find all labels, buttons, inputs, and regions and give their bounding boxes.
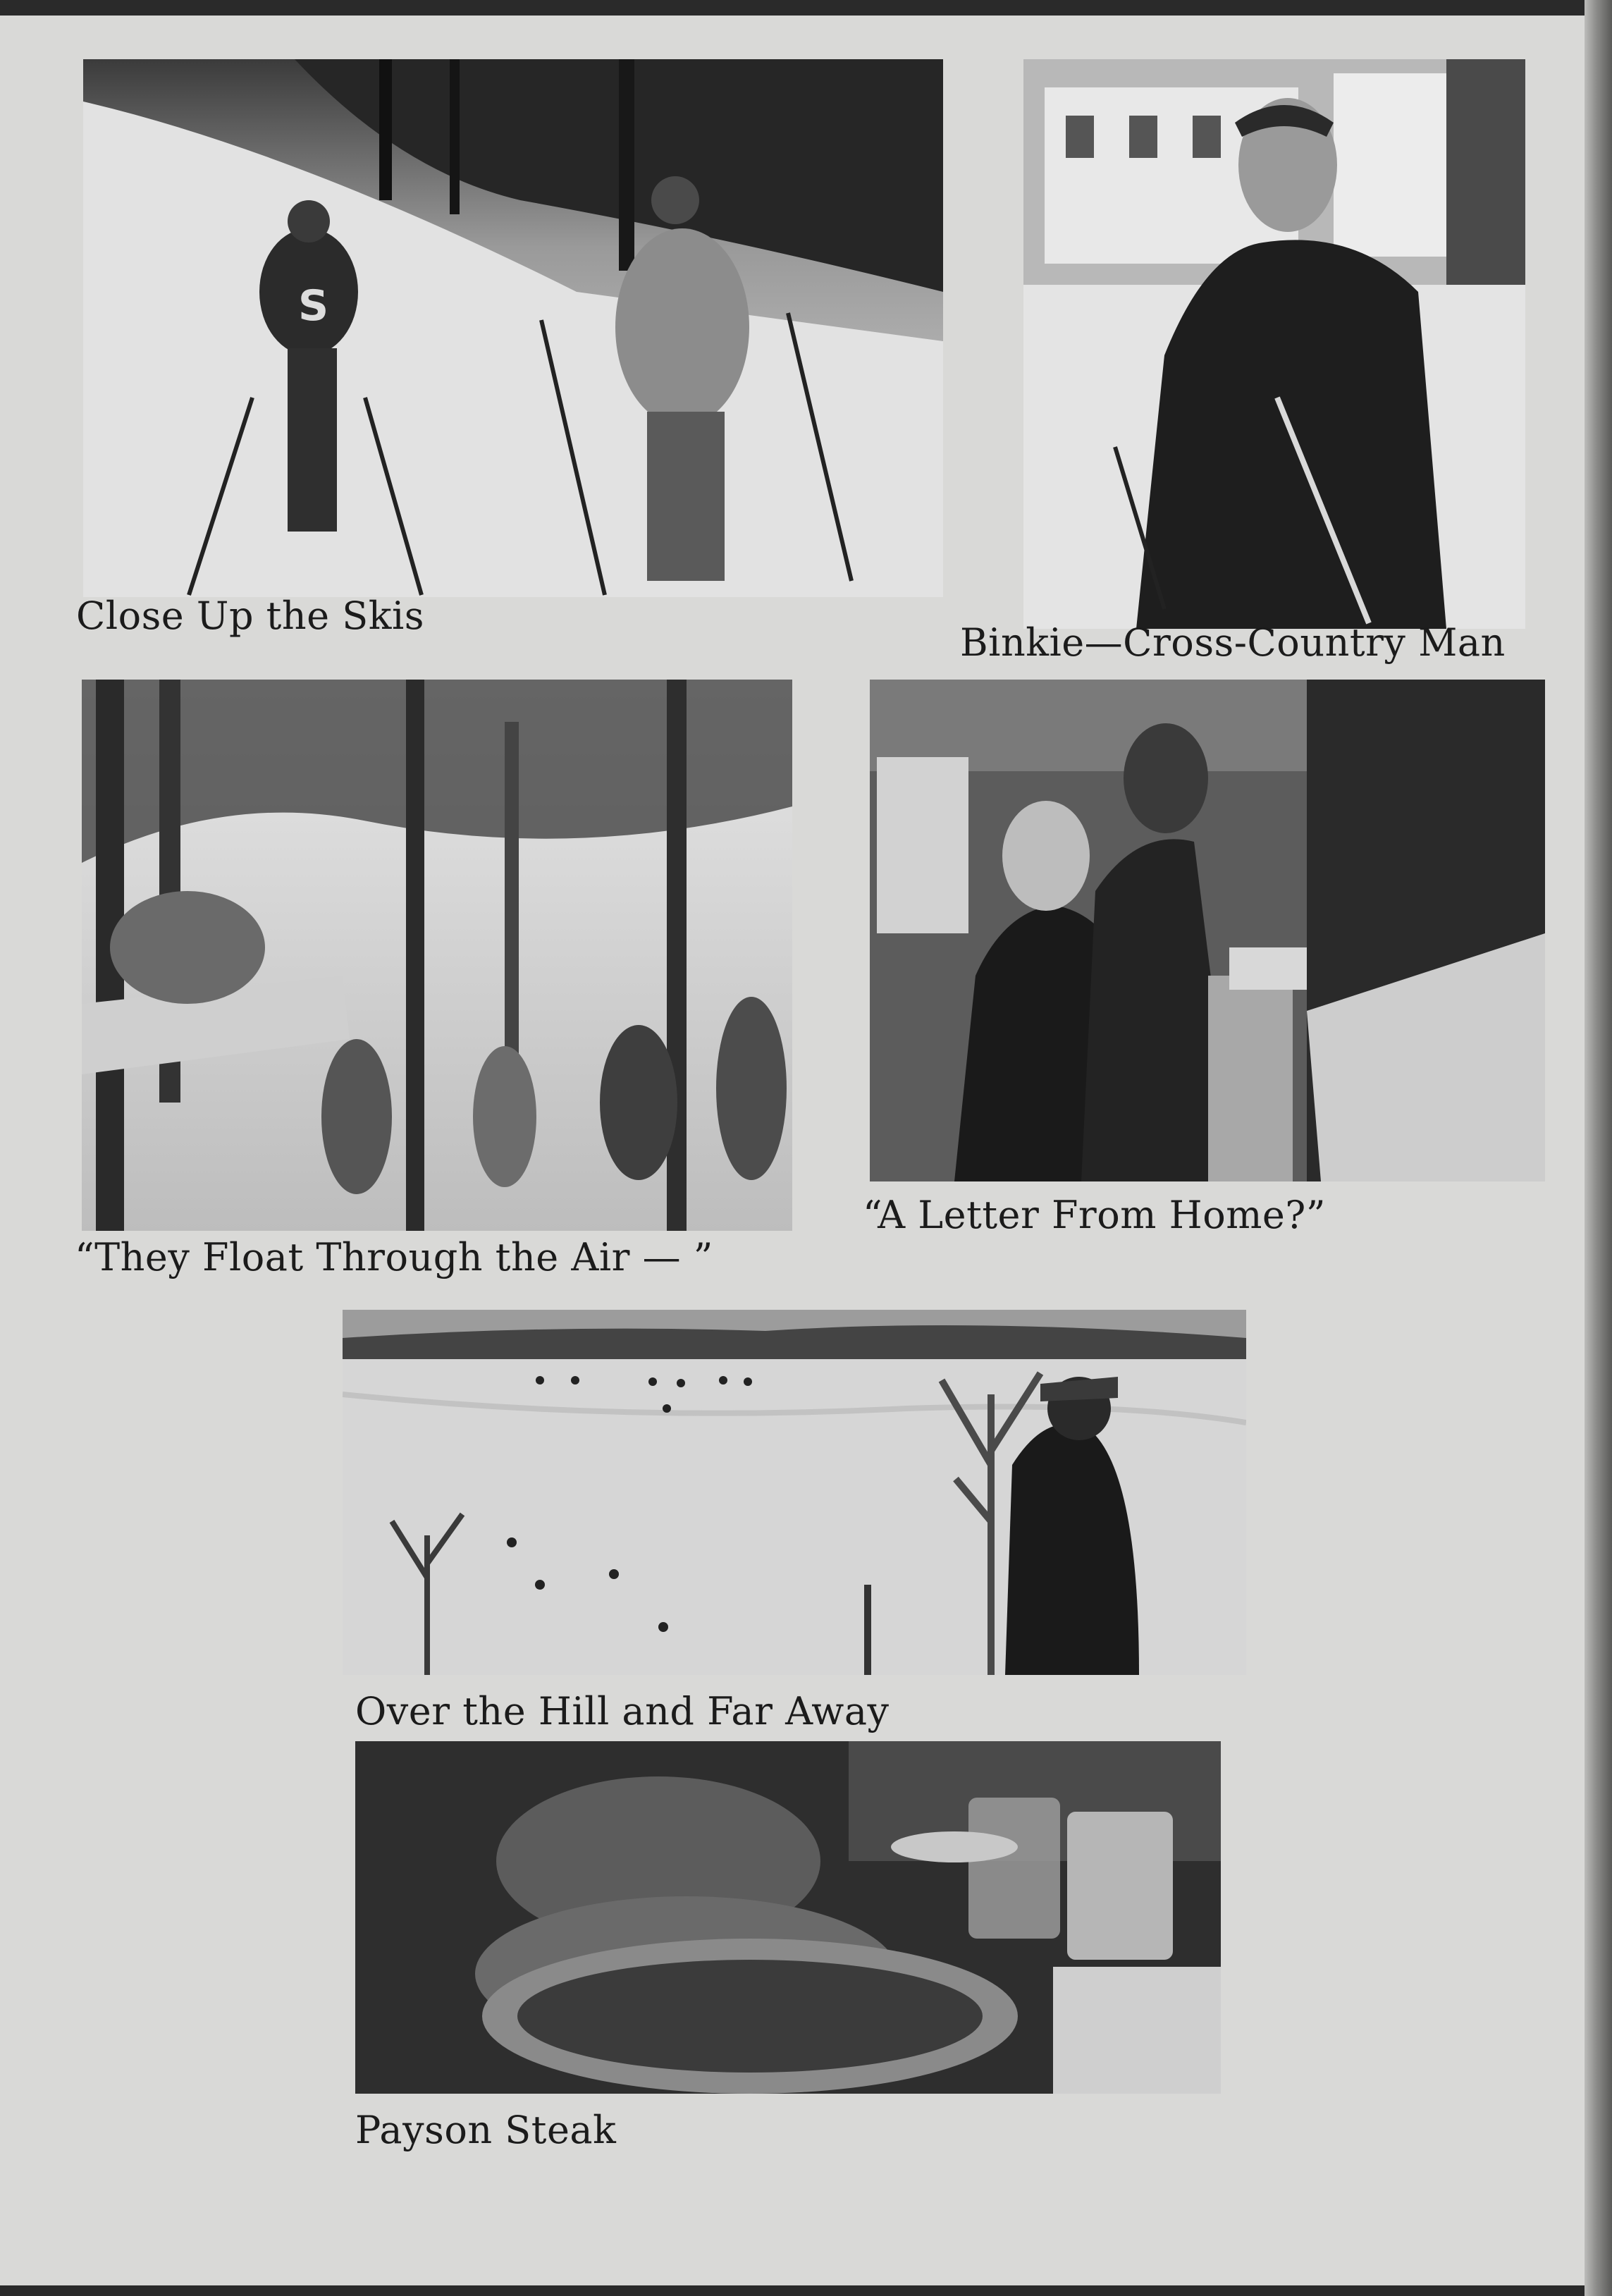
caption-close-up-the-skis: Close Up the Skis (76, 594, 424, 638)
photo-close-up-the-skis (83, 59, 943, 597)
binding-spine (1585, 0, 1612, 2296)
photo-over-the-hill-and-far-away (343, 1310, 1246, 1675)
caption-they-float-through-the-air: “They Float Through the Air — ” (75, 1235, 713, 1279)
photo-binkie-cross-country-man (1023, 59, 1525, 629)
photo-payson-steak (355, 1741, 1221, 2094)
photo-they-float-through-the-air (82, 680, 792, 1231)
photo-a-letter-from-home (870, 680, 1545, 1181)
caption-binkie-cross-country-man: Binkie—Cross-Country Man (960, 620, 1506, 665)
yearbook-page (0, 16, 1594, 2285)
caption-a-letter-from-home: “A Letter From Home?” (863, 1193, 1326, 1237)
caption-over-the-hill-and-far-away: Over the Hill and Far Away (355, 1689, 890, 1733)
svg-text:S: S (298, 281, 329, 331)
caption-payson-steak: Payson Steak (355, 2108, 617, 2152)
